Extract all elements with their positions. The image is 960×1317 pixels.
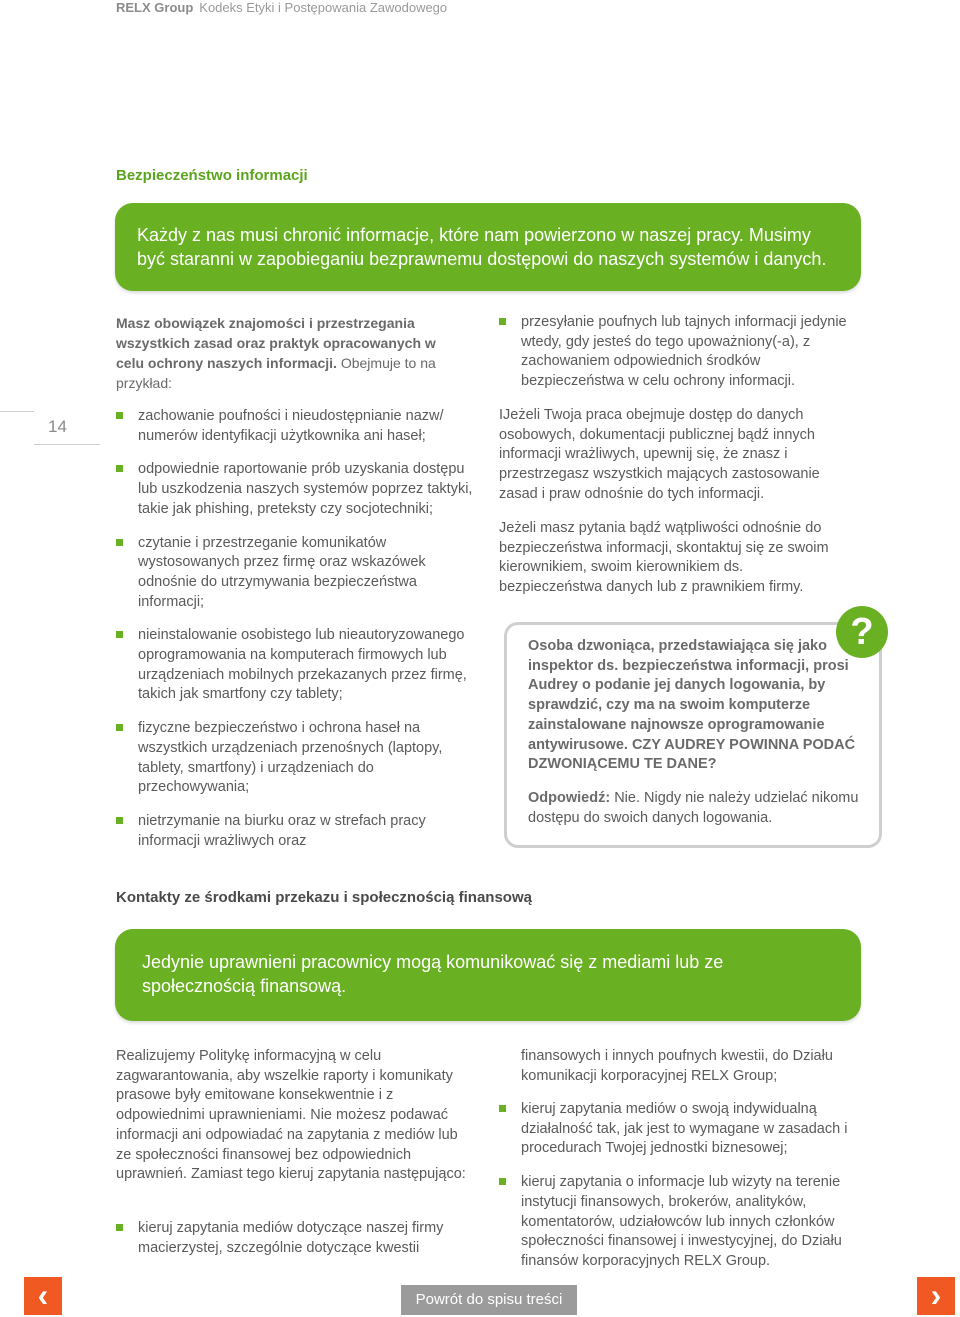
key-message-text: Każdy z nas musi chronić informacje, które nam powierzono w naszej pracy. Musimy być staranni w zapobieganiu bezprawnemu dostępowi do naszych systemów i danych. bbox=[137, 225, 827, 269]
list-item: zachowanie poufności i nieudostępnianie nazw/ numerów identyfikacji użytkownika ani haseł; bbox=[116, 407, 486, 446]
document-title: Kodeks Etyki i Postępowania Zawodowego bbox=[199, 0, 448, 15]
section-title-media-contacts: Kontakty ze środkami przekazu i społecznością finansową bbox=[116, 889, 532, 906]
list-item: nietrzymanie na biurku oraz w strefach pracy informacji wrażliwych oraz bbox=[116, 812, 486, 851]
list-item: czytanie i przestrzeganie komunikatów wystosowanych przez firmę oraz wskazówek odnośnie do utrzymywania bezpieczeństwa informacji; bbox=[116, 534, 486, 613]
contact-paragraph: Jeżeli masz pytania bądź wątpliwości odnośnie do bezpieczeństwa informacji, skontaktuj się ze swoim kierownikiem, swoim kierownikiem ds. bezpieczeństwa danych lub z prawnikiem firmy. bbox=[499, 520, 829, 596]
list-item: przesyłanie poufnych lub tajnych informacji jedynie wtedy, gdy jesteś do tego upoważniony(-a), z zachowaniem odpowiednich środków bezpieczeństwa w celu ochrony informacji. bbox=[499, 313, 861, 392]
question-mark-icon: ? bbox=[836, 606, 888, 658]
answer-text: Nie. Nigdy nie należy udzielać nikomu dostępu do swoich danych logowania. bbox=[528, 789, 859, 826]
answer-label: Odpowiedź: bbox=[528, 789, 611, 806]
security-practices-list-continued bbox=[499, 313, 861, 406]
page-number: 14 bbox=[48, 417, 67, 436]
media-inquiries-list bbox=[116, 1219, 476, 1272]
chevron-left-icon: ‹ bbox=[37, 1277, 49, 1313]
running-header bbox=[116, 0, 447, 16]
media-banner-text: Jedynie uprawnieni pracownicy mogą komunikować się z mediami lub ze społecznością finansową. bbox=[142, 952, 724, 996]
media-banner bbox=[115, 929, 861, 1021]
list-item: kieruj zapytania mediów o swoją indywidualną działalność tak, jak jest to wymagane w zasadach i procedurach Twojej jednostki biznesowej; bbox=[499, 1100, 861, 1159]
page-number-rule-left bbox=[0, 411, 34, 412]
case-study-answer bbox=[528, 789, 863, 828]
list-item: kieruj zapytania o informacje lub wizyty na terenie instytucji finansowych, brokerów, analityków, komentatorów, udziałowców lub innych członków społeczności finansowej i inwestycyjnej, do Działu finansów korporacyjnych RELX Group. bbox=[499, 1173, 861, 1272]
list-item: kieruj zapytania mediów dotyczące naszej firmy macierzystej, szczególnie dotyczące kwestii bbox=[116, 1219, 476, 1258]
intro-bold: Masz obowiązek znajomości i przestrzegania wszystkich zasad oraz praktyk opracowanych w celu ochrony naszych informacji. bbox=[116, 315, 436, 371]
intro-paragraph bbox=[116, 313, 464, 393]
list-item: fizyczne bezpieczeństwo i ochrona haseł na wszystkich urządzeniach przenośnych (laptopy, tablety, smartfony) i urządzeniach do przechowywania; bbox=[116, 719, 486, 798]
case-study-box bbox=[504, 622, 882, 848]
chevron-right-icon: › bbox=[930, 1277, 942, 1313]
list-item: nieinstalowanie osobistego lub nieautoryzowanego oprogramowania na komputerach firmowych lub urządzeniach mobilnych przekazanych przez firmę, takich jak smartfony czy tablety; bbox=[116, 626, 486, 705]
section-title-information-security: Bezpieczeństwo informacji bbox=[116, 167, 308, 184]
brand-name: RELX Group bbox=[116, 0, 194, 15]
previous-page-button[interactable] bbox=[24, 1277, 62, 1315]
intro-rest: Obejmuje to na przykład: bbox=[116, 355, 436, 391]
page-number-rule-right bbox=[34, 444, 100, 445]
next-page-button[interactable] bbox=[917, 1277, 955, 1315]
media-inquiries-continuation: finansowych i innych poufnych kwestii, do Działu komunikacji korporacyjnej RELX Group; bbox=[521, 1048, 833, 1084]
media-policy-paragraph: Realizujemy Politykę informacyjną w celu zagwarantowania, aby wszelkie raporty i komunikaty prasowe były emitowane konsekwentnie i z odpowiednimi uprawnieniami. Nie możesz podawać informacji ani odpowiadać na zapytania z mediów lub ze społeczności finansowej bez odpowiednich uprawnień. Zamiast tego kieruj zapytania następująco: bbox=[116, 1048, 466, 1183]
case-study-question: Osoba dzwoniąca, przedstawiająca się jako inspektor ds. bezpieczeństwa informacji, prosi Audrey o podanie jej danych logowania, by sprawdzić, czy ma na swoim komputerze zainstalowane najnowsze oprogramowanie antywirusowe. CZY AUDREY POWINNA PODAĆ DZWONIĄCEMU TE DANE? bbox=[528, 638, 856, 773]
key-message-banner bbox=[115, 203, 861, 291]
personal-data-paragraph: IJeżeli Twoja praca obejmuje dostęp do danych osobowych, dokumentacji publicznej bądź innych informacji wrażliwych, upewnij się, że znasz i przestrzegasz wszystkich mających zastosowanie zasad i praw odnośnie do tych informacji. bbox=[499, 407, 820, 502]
list-item: odpowiednie raportowanie prób uzyskania dostępu lub uszkodzenia naszych systemów poprzez taktyki, takie jak phishing, preteksty czy socjotechniki; bbox=[116, 460, 486, 519]
media-inquiries-list-continued bbox=[499, 1100, 861, 1286]
security-practices-list bbox=[116, 407, 486, 865]
back-to-toc-button[interactable]: Powrót do spisu treści bbox=[401, 1285, 577, 1315]
